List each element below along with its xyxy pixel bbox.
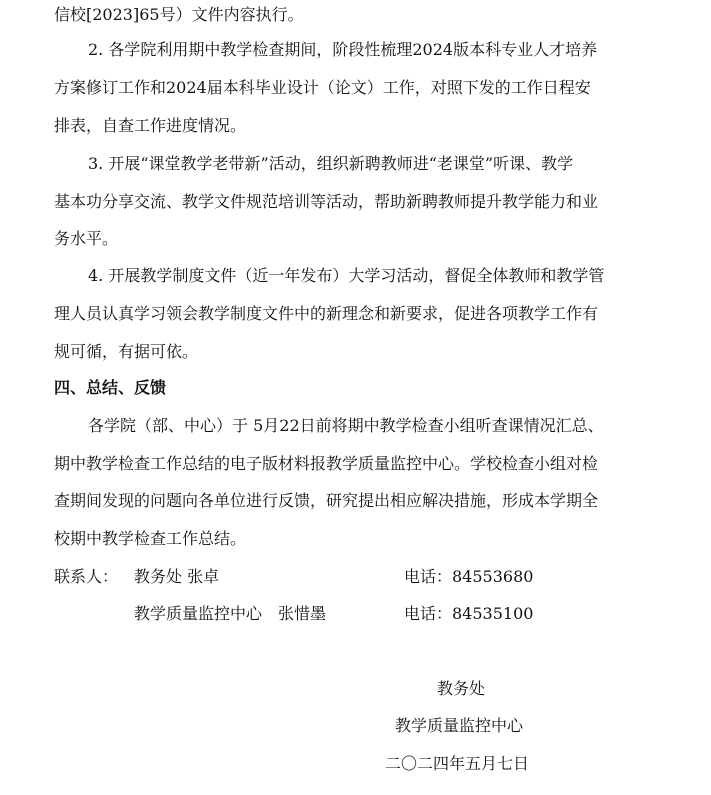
paragraph-line: 查期间发现的问题向各单位进行反馈，研究提出相应解决措施，形成本学期全 xyxy=(54,491,599,510)
contact-name: 教学质量监控中心 张惜墨 xyxy=(134,604,327,623)
contact-phone: 电话：84553680 xyxy=(404,567,534,586)
paragraph-line: 基本功分享交流、教学文件规范培训等活动，帮助新聘教师提升教学能力和业 xyxy=(54,192,599,211)
paragraph-line: 期中教学检查工作总结的电子版材料报教学质量监控中心。学校检查小组对检 xyxy=(54,454,599,473)
signature-org: 教务处 xyxy=(437,679,486,698)
contact-label: 联系人： xyxy=(54,567,119,586)
paragraph-line: 务水平。 xyxy=(54,229,119,248)
signature-date: 二〇二四年五月七日 xyxy=(385,754,530,773)
section-heading: 四、总结、反馈 xyxy=(54,378,167,397)
paragraph-line: 4. 开展教学制度文件（近一年发布）大学习活动，督促全体教师和教学管 xyxy=(88,266,605,285)
paragraph-line: 规可循，有据可依。 xyxy=(54,342,199,361)
contact-name: 教务处 张卓 xyxy=(134,567,220,586)
paragraph-line: 方案修订工作和2024届本科毕业设计（论文）工作，对照下发的工作日程安 xyxy=(54,78,591,97)
signature-org: 教学质量监控中心 xyxy=(395,716,524,735)
paragraph-line: 排表，自查工作进度情况。 xyxy=(54,116,247,135)
paragraph-line: 校期中教学检查工作总结。 xyxy=(54,529,247,548)
paragraph-line: 理人员认真学习领会教学制度文件中的新理念和新要求，促进各项教学工作有 xyxy=(54,304,599,323)
paragraph-line: 各学院（部、中心）于 5月22日前将期中教学检查小组听查课情况汇总、 xyxy=(88,416,604,435)
paragraph-line: 3. 开展“课堂教学老带新”活动，组织新聘教师进“老课堂”听课、教学 xyxy=(88,154,574,173)
paragraph-line: 信校[2023]65号）文件内容执行。 xyxy=(54,5,304,24)
paragraph-line: 2. 各学院利用期中教学检查期间，阶段性梳理2024版本科专业人才培养 xyxy=(88,40,598,59)
contact-phone: 电话：84535100 xyxy=(404,604,534,623)
